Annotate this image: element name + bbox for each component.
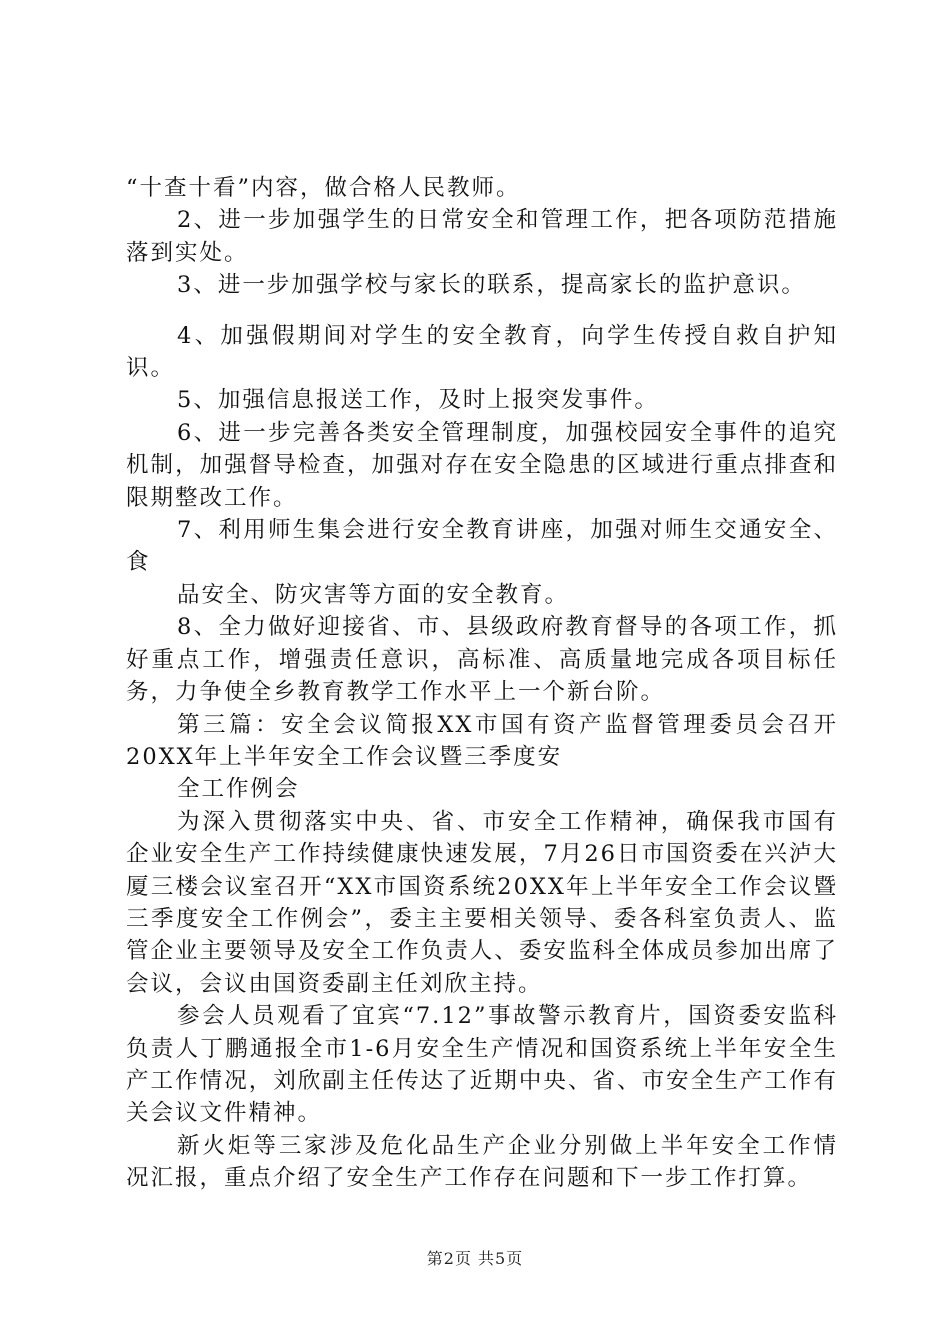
paragraph-continuation: “十查十看”内容，做合格人民教师。 [126,175,521,201]
page-number-footer: 第2页 共5页 [426,1249,524,1268]
paragraph-item-6: 6、进一步完善各类安全管理制度，加强校园安全事件的追究机制，加强督导检查，加强对存在安全隐患的区域进行重点排查和限期整改工作。 [126,419,838,511]
paragraph-meeting-reports: 新火炬等三家涉及危化品生产企业分别做上半年安全工作情况汇报，重点介绍了安全生产工作存在问题和下一步工作打算。 [126,1132,838,1192]
paragraph-meeting-briefing: 参会人员观看了宜宾“7.12”事故警示教育片，国资委安监科负责人丁鹏通报全市1-6月安全生产情况和国资系统上半年安全生产工作情况，刘欣副主任传达了近期中央、省、市安全生产工作有关会议文件精神。 [126,1003,838,1127]
paragraph-item-5: 5、加强信息报送工作，及时上报突发事件。 [177,387,659,414]
paragraph-item-3: 3、进一步加强学校与家长的联系，提高家长的监护意识。 [177,272,806,299]
document-body [126,172,838,1195]
paragraph-spacer [126,302,838,320]
paragraph-item-8: 8、全力做好迎接省、市、县级政府教育督导的各项工作，抓好重点工作，增强责任意识，高标准、高质量地完成各项目标任务，力争使全乡教育教学工作水平上一个新台阶。 [126,614,838,706]
paragraph-item-2: 2、进一步加强学生的日常安全和管理工作，把各项防范措施落到实处。 [126,207,838,266]
section-heading: 第三篇：安全会议简报XX市国有资产监督管理委员会召开20XX年上半年安全工作会议暨三季度安 [126,711,838,770]
paragraph-item-7-continued: 品安全、防灾害等方面的安全教育。 [177,581,570,608]
paragraph-item-7: 7、利用师生集会进行安全教育讲座，加强对师生交通安全、食 [126,517,838,576]
paragraph-meeting-intro: 为深入贯彻落实中央、省、市安全工作精神，确保我市国有企业安全生产工作持续健康快速发展，7月26日市国资委在兴泸大厦三楼会议室召开“XX市国资系统20XX年上半年安全工作会议暨三季度安全工作例会”，委主主要相关领导、委各科室负责人、监管企业主要领导及安全工作负责人、委安监科全体成员参加出席了会议，会议由国资委副主任刘欣主持。 [126,808,838,997]
paragraph-item-4: 4、加强假期间对学生的安全教育，向学生传授自救自护知识。 [126,322,838,382]
section-heading-continued: 全工作例会 [177,776,300,803]
